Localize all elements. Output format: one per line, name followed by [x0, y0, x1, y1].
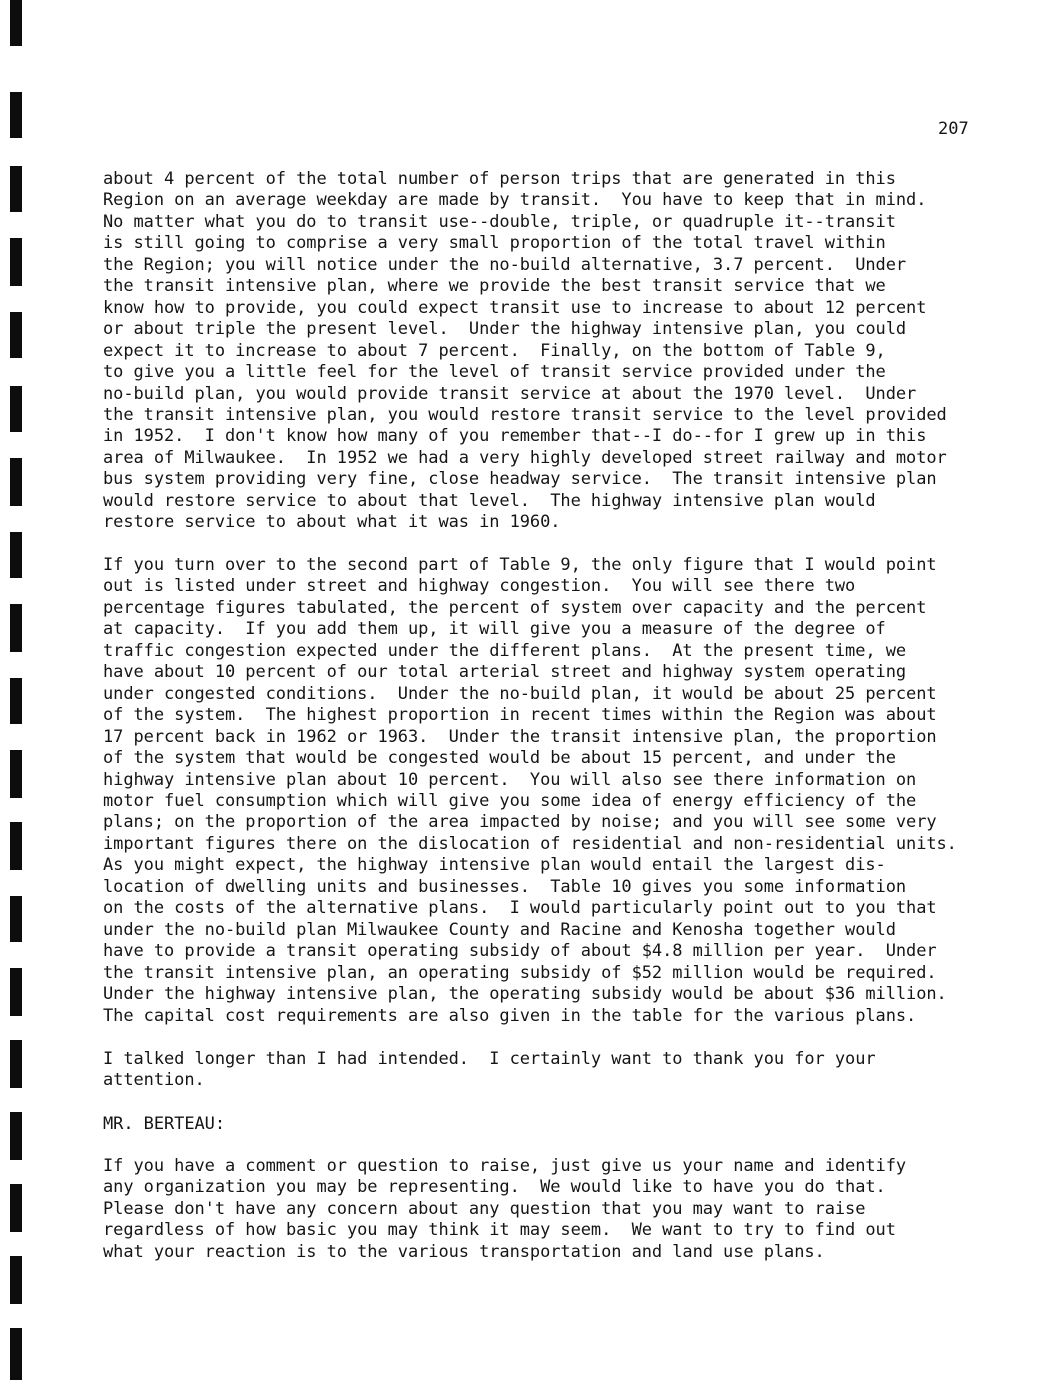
binding-bar [10, 312, 22, 358]
binding-bar [10, 1040, 22, 1088]
speaker-label: MR. BERTEAU: [103, 1114, 225, 1134]
page-number: 207 [938, 119, 969, 139]
paragraph-congestion-costs: If you turn over to the second part of Table 9, the only figure that I would point out is listed under street and highway congestion. You will see there two percentage figures tabulated, the percent of system over capacity and the percent at capacity. If you add them up, it will give you a measure of the degree of traffic congestion expected under the different plans. At the present time, we have about 10 percent of our total arterial street and highway system operating under congested conditions. Under the no-build plan, it would be about 25 percent of the system. The highest proportion in recent times within the Region was about 17 percent back in 1962 or 1963. Under the transit intensive plan, the proportion of the system that would be congested would be about 15 percent, and under the highway intensive plan about 10 percent. You will also see there information on motor fuel consumption which will give you some idea of energy efficiency of the plans; on the proportion of the area impacted by noise; and you will see some very important figures there on the dislocation of residential and non-residential units. As you might expect, the highway intensive plan would entail the largest dis- location of dwelling units and businesses. Table 10 gives you some information on the costs of the alternative plans. I would particularly point out to you that under the no-build plan Milwaukee County and Racine and Kenosha together would have to provide a transit operating subsidy of about $4.8 million per year. Under the transit intensive plan, an operating subsidy of $52 million would be required. Under the highway intensive plan, the operating subsidy would be about $36 million. The capital cost requirements are also given in the table for the various plans. [103, 555, 957, 1026]
binding-bar [10, 896, 22, 942]
paragraph-questions-invitation: If you have a comment or question to raise, just give us your name and identify any organization you may be representing. We would like to have you do that. Please don't have any concern about any question that you may want to raise regardless of how basic you may think it may seem. We want to try to find out what your reaction is to the various transportation and land use plans. [103, 1156, 907, 1262]
binding-bar [10, 238, 22, 286]
binding-bar [10, 968, 22, 1016]
binding-bar [10, 166, 22, 212]
binding-bar [10, 532, 22, 578]
binding-bar [10, 604, 22, 652]
binding-bar [10, 92, 22, 138]
binding-bar [10, 0, 22, 46]
binding-bar [10, 386, 22, 432]
paragraph-closing: I talked longer than I had intended. I certainly want to thank you for your attention. [103, 1049, 876, 1091]
binding-bar [10, 822, 22, 870]
binding-bar [10, 1256, 22, 1304]
binding-bar [10, 1112, 22, 1160]
paragraph-transit-share: about 4 percent of the total number of person trips that are generated in this Region on an average weekday are made by transit. You have to keep that in mind. No matter what you do to transit use--double, triple, or quadruple it--transit is still going to comprise a very small proportion of the total travel within the Region; you will notice under the no-build alternative, 3.7 percent. Under the transit intensive plan, where we provide the best transit service that we know how to provide, you could expect transit use to increase to about 12 percent or about triple the present level. Under the highway intensive plan, you could expect it to increase to about 7 percent. Finally, on the bottom of Table 9, to give you a little feel for the level of transit service provided under the no-build plan, you would provide transit service at about the 1970 level. Under the transit intensive plan, you would restore transit service to the level provided in 1952. I don't know how many of you remember that--I do--for I grew up in this area of Milwaukee. In 1952 we had a very highly developed street railway and motor bus system providing very fine, close headway service. The transit intensive plan would restore service to about that level. The highway intensive plan would restore service to about what it was in 1960. [103, 169, 947, 533]
binding-bar [10, 678, 22, 724]
binding-bar [10, 1184, 22, 1232]
binding-bar [10, 750, 22, 798]
binding-bar [10, 1328, 22, 1380]
binding-bar [10, 458, 22, 506]
